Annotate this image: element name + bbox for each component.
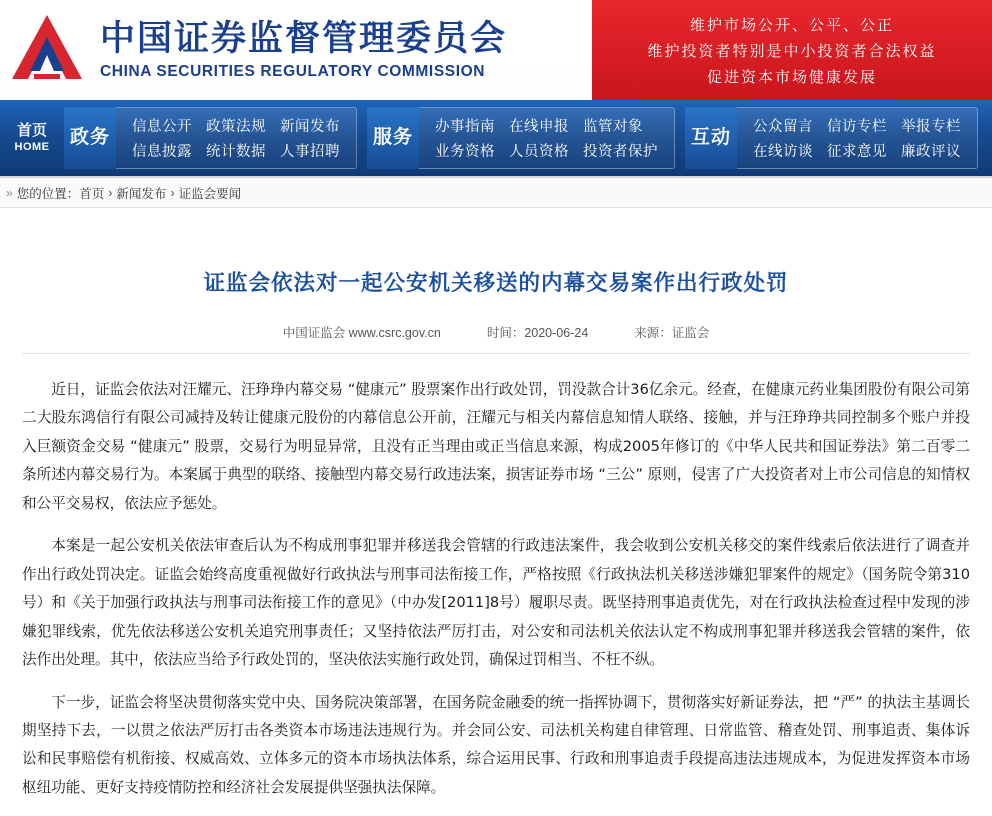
- nav-home[interactable]: [0, 100, 64, 176]
- csrc-logo-icon: [8, 11, 86, 89]
- slogan-2: 维护投资者特别是中小投资者合法权益: [647, 41, 937, 60]
- site-title-block: [100, 19, 507, 80]
- nav-item-statistics[interactable]: 统计数据: [206, 144, 266, 160]
- nav-links-service: [419, 107, 675, 169]
- nav-category-government-label: 政务: [69, 126, 110, 148]
- breadcrumb-item-current[interactable]: 证监会要闻: [178, 186, 242, 201]
- meta-source-site: 中国证监会 www.csrc.gov.cn: [282, 326, 441, 340]
- slogan-1: 维护市场公开、公平、公正: [689, 15, 894, 34]
- nav-item-policy-regulations[interactable]: 政策法规: [206, 119, 266, 135]
- article-body: [22, 376, 970, 802]
- nav-links-government: [116, 107, 357, 169]
- nav-group-service: [367, 107, 675, 169]
- nav-home-label-en: HOME: [14, 140, 50, 153]
- nav-item-online-application[interactable]: 在线申报: [509, 119, 569, 135]
- banner-slogans: [592, 0, 992, 100]
- nav-item-regulated-entities[interactable]: 监管对象: [583, 119, 643, 135]
- nav-home-label-cn: 首页: [16, 121, 47, 139]
- meta-source: 来源：证监会: [634, 326, 710, 340]
- nav-category-interaction-label: 互动: [690, 126, 731, 148]
- slogan-3: 促进资本市场健康发展: [706, 67, 877, 86]
- nav-separator-2: [675, 100, 685, 176]
- nav-category-service[interactable]: [367, 107, 419, 169]
- nav-item-business-qualification[interactable]: 业务资格: [435, 144, 495, 160]
- breadcrumb-label: 您的位置：: [16, 186, 80, 201]
- nav-category-interaction[interactable]: [685, 107, 737, 169]
- meta-time: 时间：2020-06-24: [486, 326, 589, 340]
- breadcrumb: [0, 176, 992, 208]
- article-meta: [22, 323, 970, 354]
- banner-left: [0, 11, 600, 89]
- nav-item-personnel-qualification[interactable]: 人员资格: [509, 144, 569, 160]
- article-paragraph: 下一步，证监会将坚决贯彻落实党中央、国务院决策部署，在国务院金融委的统一指挥协调下，贯彻落实好新证券法，把 “严” 的执法主基调长期坚持下去，一以贯之依法严厉打击各类资本市场违法违规行为。并会同公安、司法机关构建自律管理、日常监管、稽查处罚、刑事追责、集体诉讼和民事赔偿有机衔接、权威高效、立体多元的资本市场执法体系，综合运用民事、行政和刑事追责手段提高违法违规成本，为促进发挥资本市场枢纽功能、更好支持疫情防控和经济社会发展提供坚强执法保障。: [22, 693, 970, 796]
- breadcrumb-arrow-icon: »: [6, 185, 11, 200]
- nav-group-interaction: [685, 107, 978, 169]
- nav-item-online-interview[interactable]: 在线访谈: [753, 144, 813, 160]
- nav-item-investor-protection[interactable]: 投资者保护: [583, 144, 658, 160]
- article: [0, 266, 992, 802]
- nav-item-solicit-opinions[interactable]: 征求意见: [827, 144, 887, 160]
- article-paragraph: 本案是一起公安机关依法审查后认为不构成刑事犯罪并移送我会管辖的行政违法案件，我会收到公安机关移交的案件线索后依法进行了调查并作出行政处罚决定。证监会始终高度重视做好行政执法与刑事司法衔接工作，严格按照《行政执法机关移送涉嫌犯罪案件的规定》（国务院令第310号）和《关于加强行政执法与刑事司法衔接工作的意见》（中办发[2011]8号）履职尽责。既坚持刑事追责优先，对在行政执法检查过程中发现的涉嫌犯罪线索，优先依法移送公安机关追究刑事责任；又坚持依法严厉打击，对公安和司法机关依法认定不构成刑事犯罪并移送我会管辖的案件，依法作出处理。其中，依法应当给予行政处罚的，坚决依法实施行政处罚，确保过罚相当、不枉不纵。: [22, 537, 970, 669]
- nav-category-service-label: 服务: [372, 126, 413, 148]
- nav-item-integrity-review[interactable]: 廉政评议: [901, 144, 961, 160]
- nav-item-public-message[interactable]: 公众留言: [753, 119, 813, 135]
- nav-item-info-disclosure[interactable]: 信息披露: [132, 144, 192, 160]
- nav-item-report-column[interactable]: 举报专栏: [901, 119, 961, 135]
- page-title: 证监会依法对一起公安机关移送的内幕交易案作出行政处罚: [203, 271, 789, 296]
- nav-category-government[interactable]: [64, 107, 116, 169]
- site-banner: [0, 0, 992, 100]
- nav-item-petition-column[interactable]: 信访专栏: [827, 119, 887, 135]
- nav-item-news-release[interactable]: 新闻发布: [280, 119, 340, 135]
- nav-group-government: [64, 107, 357, 169]
- nav-links-interaction: [737, 107, 978, 169]
- breadcrumb-item-news[interactable]: 新闻发布: [116, 186, 167, 201]
- breadcrumb-item-home[interactable]: 首页: [79, 186, 105, 201]
- breadcrumb-separator-1: ›: [108, 185, 113, 200]
- site-title-cn: 中国证券监督管理委员会: [100, 19, 508, 60]
- nav-item-service-guide[interactable]: 办事指南: [435, 119, 495, 135]
- breadcrumb-separator-2: ›: [170, 185, 175, 200]
- nav-separator-1: [357, 100, 367, 176]
- main-navigation: [0, 100, 992, 176]
- article-paragraph: 近日，证监会依法对汪耀元、汪琤琤内幕交易 “健康元” 股票案作出行政处罚，罚没款合计36亿余元。经查，在健康元药业集团股份有限公司第二大股东鸿信行有限公司减持及转让健康元股份的内幕信息公开前，汪耀元与相关内幕信息知情人联络、接触，并与汪琤琤共同控制多个账户并投入巨额资金交易 “健康元” 股票，交易行为明显异常，且没有正当理由或正当信息来源，构成2005年修订的《中华人民共和国证券法》第二百零二条所述内幕交易行为。本案属于典型的联络、接触型内幕交易行政违法案，损害证券市场 “三公” 原则，侵害了广大投资者对上市公司信息的知情权和公平交易权，依法应予惩处。: [22, 381, 970, 512]
- site-title-en: CHINA SECURITIES REGULATORY COMMISSION: [100, 62, 486, 80]
- nav-item-recruitment[interactable]: 人事招聘: [280, 144, 340, 160]
- nav-item-info-disclosure-public[interactable]: 信息公开: [132, 119, 192, 135]
